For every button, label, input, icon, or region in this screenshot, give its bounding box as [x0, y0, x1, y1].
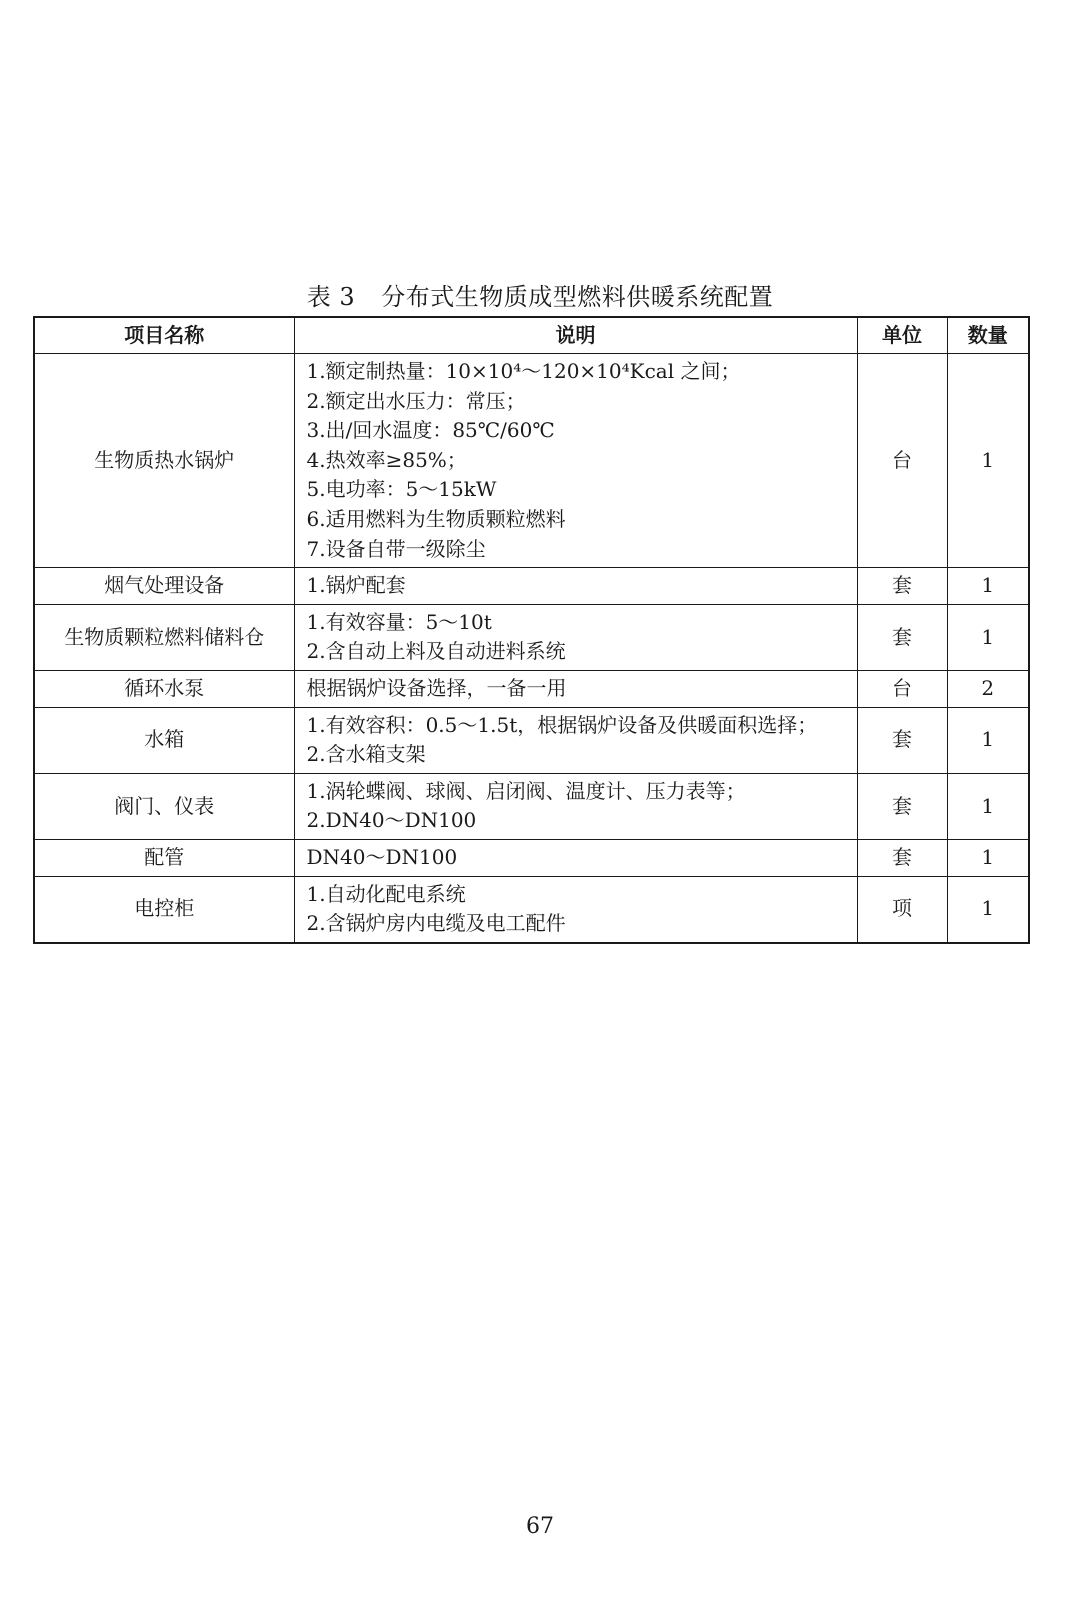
unit-cell: 套 — [857, 773, 947, 839]
table-title: 分布式生物质成型燃料供暖系统配置 — [381, 283, 774, 311]
table-header-row — [34, 317, 1029, 354]
description-cell — [294, 773, 857, 839]
description-line: DN40～DN100 — [306, 844, 458, 869]
description-line: 2.含水箱支架 — [306, 742, 426, 767]
table-body — [34, 354, 1029, 943]
item-name-cell: 配管 — [34, 839, 294, 876]
table-row — [34, 876, 1029, 943]
quantity-cell: 2 — [947, 670, 1029, 707]
description-line: 1.涡轮蝶阀、球阀、启闭阀、温度计、压力表等； — [306, 778, 746, 803]
page-number: 67 — [526, 1514, 554, 1539]
quantity-cell: 1 — [947, 354, 1029, 568]
quantity-cell: 1 — [947, 773, 1029, 839]
description-line: 4.热效率≥85%； — [306, 447, 467, 472]
description-cell — [294, 839, 857, 876]
description-line: 3.出/回水温度：85℃/60℃ — [306, 418, 555, 443]
unit-cell: 台 — [857, 354, 947, 568]
quantity-cell: 1 — [947, 876, 1029, 943]
unit-cell: 套 — [857, 707, 947, 773]
unit-cell: 项 — [857, 876, 947, 943]
table-row — [34, 707, 1029, 773]
item-name-cell: 烟气处理设备 — [34, 568, 294, 605]
description-line: 6.适用燃料为生物质颗粒燃料 — [306, 506, 566, 531]
item-name-cell: 生物质颗粒燃料储料仓 — [34, 604, 294, 670]
table-row — [34, 604, 1029, 670]
description-cell — [294, 604, 857, 670]
table-number: 表 3 — [306, 283, 356, 311]
header-description: 说明 — [294, 317, 857, 354]
description-line: 2.DN40～DN100 — [306, 808, 477, 833]
description-line: 1.自动化配电系统 — [306, 881, 466, 906]
table-row — [34, 354, 1029, 568]
description-line: 5.电功率：5～15kW — [306, 477, 497, 502]
description-line: 1.有效容积：0.5～1.5t，根据锅炉设备及供暖面积选择； — [306, 712, 818, 737]
description-line: 2.含自动上料及自动进料系统 — [306, 639, 566, 664]
item-name-cell: 循环水泵 — [34, 670, 294, 707]
description-line: 1.锅炉配套 — [306, 573, 406, 598]
header-unit: 单位 — [857, 317, 947, 354]
quantity-cell: 1 — [947, 568, 1029, 605]
description-cell — [294, 707, 857, 773]
equipment-config-table — [33, 316, 1030, 944]
item-name-cell: 阀门、仪表 — [34, 773, 294, 839]
item-name-cell: 水箱 — [34, 707, 294, 773]
description-cell — [294, 670, 857, 707]
table-row — [34, 568, 1029, 605]
description-line: 根据锅炉设备选择，一备一用 — [306, 675, 567, 700]
unit-cell: 套 — [857, 604, 947, 670]
unit-cell: 套 — [857, 568, 947, 605]
quantity-cell: 1 — [947, 839, 1029, 876]
unit-cell: 套 — [857, 839, 947, 876]
description-line: 2.含锅炉房内电缆及电工配件 — [306, 911, 566, 936]
description-cell — [294, 568, 857, 605]
quantity-cell: 1 — [947, 707, 1029, 773]
table-row — [34, 773, 1029, 839]
header-item-name: 项目名称 — [34, 317, 294, 354]
description-cell — [294, 876, 857, 943]
table-row — [34, 839, 1029, 876]
header-quantity: 数量 — [947, 317, 1029, 354]
table-row — [34, 670, 1029, 707]
item-name-cell: 电控柜 — [34, 876, 294, 943]
description-line: 2.额定出水压力：常压； — [306, 388, 526, 413]
unit-cell: 台 — [857, 670, 947, 707]
quantity-cell: 1 — [947, 604, 1029, 670]
description-line: 1.有效容量：5～10t — [306, 609, 492, 634]
table-caption — [0, 280, 1080, 314]
description-cell — [294, 354, 857, 568]
description-line: 1.额定制热量：10×10⁴～120×10⁴Kcal 之间； — [306, 359, 741, 383]
item-name-cell: 生物质热水锅炉 — [34, 354, 294, 568]
description-line: 7.设备自带一级除尘 — [306, 536, 486, 561]
